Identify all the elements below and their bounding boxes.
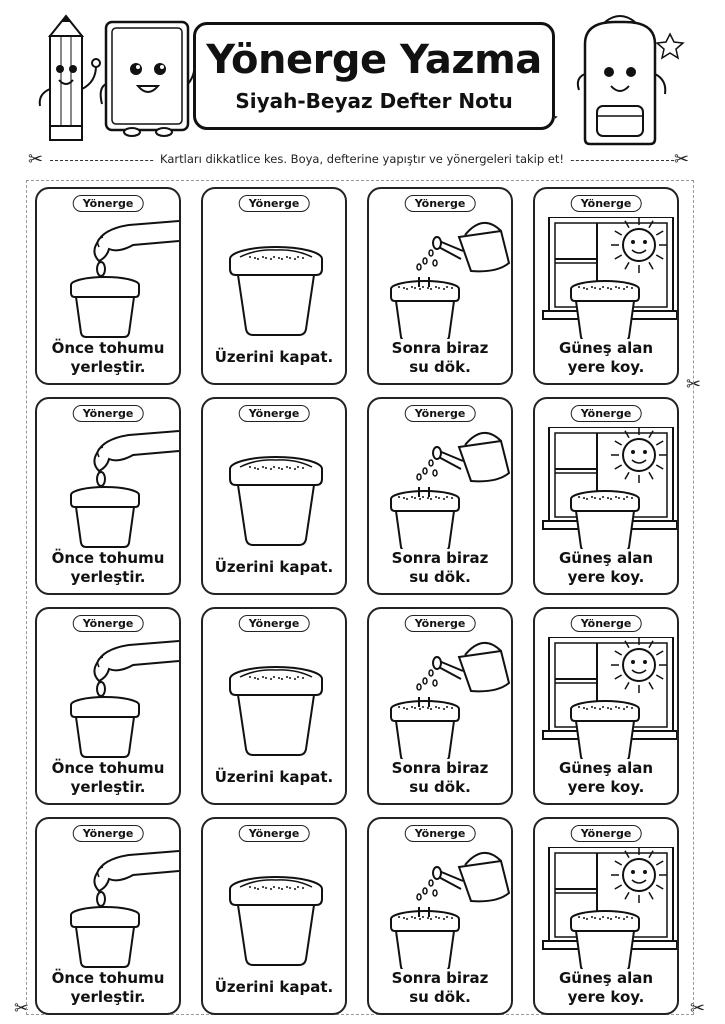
card-cover (201, 817, 347, 1015)
card-label: Yönerge (405, 405, 476, 422)
card-label: Yönerge (571, 615, 642, 632)
card-caption (535, 339, 677, 377)
soil-pot-icon (207, 217, 345, 339)
caption-line-1: Önce tohumu (51, 339, 165, 357)
card-grid (26, 180, 694, 1015)
hand-seed-pot-icon (41, 427, 179, 549)
card-caption (535, 549, 677, 587)
caption-line-2: yere koy. (567, 778, 645, 796)
instruction-text: Kartları dikkatlice kes. Boya, defterine yapıştır ve yönergeleri takip et! (154, 152, 570, 166)
caption-line-2: Üzerini kapat. (214, 348, 334, 366)
caption-line-1: Önce tohumu (51, 969, 165, 987)
card-caption (369, 969, 511, 1007)
card-seed (35, 817, 181, 1015)
card-sun (533, 607, 679, 805)
card-caption (369, 549, 511, 587)
card-water (367, 397, 513, 595)
caption-line-2: yerleştir. (70, 988, 146, 1006)
caption-line-1: Sonra biraz (391, 339, 489, 357)
card-caption (203, 978, 345, 997)
card-seed (35, 607, 181, 805)
hand-seed-pot-icon (41, 637, 179, 759)
caption-line-2: yere koy. (567, 568, 645, 586)
window-sun-pot-icon (539, 847, 677, 969)
card-water (367, 607, 513, 805)
card-label: Yönerge (405, 825, 476, 842)
card-caption (369, 759, 511, 797)
card-caption (203, 348, 345, 367)
caption-line-2: Üzerini kapat. (214, 978, 334, 996)
card-label: Yönerge (73, 825, 144, 842)
card-seed (35, 187, 181, 385)
card-seed (35, 397, 181, 595)
scissors-icon: ✂ (28, 149, 44, 170)
scissors-icon: ✂ (686, 374, 702, 395)
hand-seed-pot-icon (41, 847, 179, 969)
card-caption (37, 759, 179, 797)
card-sun (533, 187, 679, 385)
card-caption (535, 759, 677, 797)
scissors-icon: ✂ (690, 998, 706, 1019)
caption-line-2: su dök. (409, 988, 471, 1006)
card-label: Yönerge (405, 615, 476, 632)
card-sun (533, 817, 679, 1015)
watering-can-pot-icon (373, 427, 511, 549)
card-label: Yönerge (239, 615, 310, 632)
card-water (367, 187, 513, 385)
book-mascot-icon (98, 14, 198, 139)
caption-line-2: yerleştir. (70, 358, 146, 376)
soil-pot-icon (207, 847, 345, 969)
header (0, 0, 725, 150)
soil-pot-icon (207, 427, 345, 549)
caption-line-1: Sonra biraz (391, 969, 489, 987)
caption-line-1: Sonra biraz (391, 549, 489, 567)
caption-line-2: su dök. (409, 778, 471, 796)
caption-line-1: Önce tohumu (51, 549, 165, 567)
card-label: Yönerge (73, 615, 144, 632)
card-label: Yönerge (239, 825, 310, 842)
card-label: Yönerge (571, 195, 642, 212)
card-caption (37, 339, 179, 377)
caption-line-2: su dök. (409, 358, 471, 376)
card-caption (37, 969, 179, 1007)
caption-line-1: Önce tohumu (51, 759, 165, 777)
card-label: Yönerge (73, 405, 144, 422)
card-label: Yönerge (239, 195, 310, 212)
caption-line-1: Güneş alan (558, 969, 654, 987)
card-cover (201, 397, 347, 595)
watering-can-pot-icon (373, 217, 511, 339)
card-caption (203, 558, 345, 577)
caption-line-2: yere koy. (567, 358, 645, 376)
scissors-icon: ✂ (14, 998, 30, 1019)
watering-can-pot-icon (373, 637, 511, 759)
caption-line-2: Üzerini kapat. (214, 768, 334, 786)
card-sun (533, 397, 679, 595)
caption-line-2: Üzerini kapat. (214, 558, 334, 576)
hand-seed-pot-icon (41, 217, 179, 339)
card-cover (201, 607, 347, 805)
card-caption (535, 969, 677, 1007)
window-sun-pot-icon (539, 637, 677, 759)
soil-pot-icon (207, 637, 345, 759)
card-label: Yönerge (239, 405, 310, 422)
caption-line-2: yerleştir. (70, 568, 146, 586)
card-caption (369, 339, 511, 377)
watering-can-pot-icon (373, 847, 511, 969)
card-caption (203, 768, 345, 787)
caption-line-2: su dök. (409, 568, 471, 586)
page-subtitle: Siyah-Beyaz Defter Notu (235, 89, 513, 113)
card-label: Yönerge (571, 825, 642, 842)
cut-instruction (28, 150, 696, 170)
caption-line-1: Güneş alan (558, 339, 654, 357)
title-box (193, 22, 555, 130)
caption-line-1: Sonra biraz (391, 759, 489, 777)
card-label: Yönerge (405, 195, 476, 212)
backpack-mascot-icon (555, 14, 695, 149)
card-water (367, 817, 513, 1015)
caption-line-2: yere koy. (567, 988, 645, 1006)
caption-line-1: Güneş alan (558, 549, 654, 567)
page-title: Yönerge Yazma (206, 37, 542, 83)
window-sun-pot-icon (539, 427, 677, 549)
card-label: Yönerge (73, 195, 144, 212)
caption-line-1: Güneş alan (558, 759, 654, 777)
card-caption (37, 549, 179, 587)
caption-line-2: yerleştir. (70, 778, 146, 796)
scissors-icon: ✂ (674, 149, 690, 170)
card-cover (201, 187, 347, 385)
window-sun-pot-icon (539, 217, 677, 339)
card-label: Yönerge (571, 405, 642, 422)
